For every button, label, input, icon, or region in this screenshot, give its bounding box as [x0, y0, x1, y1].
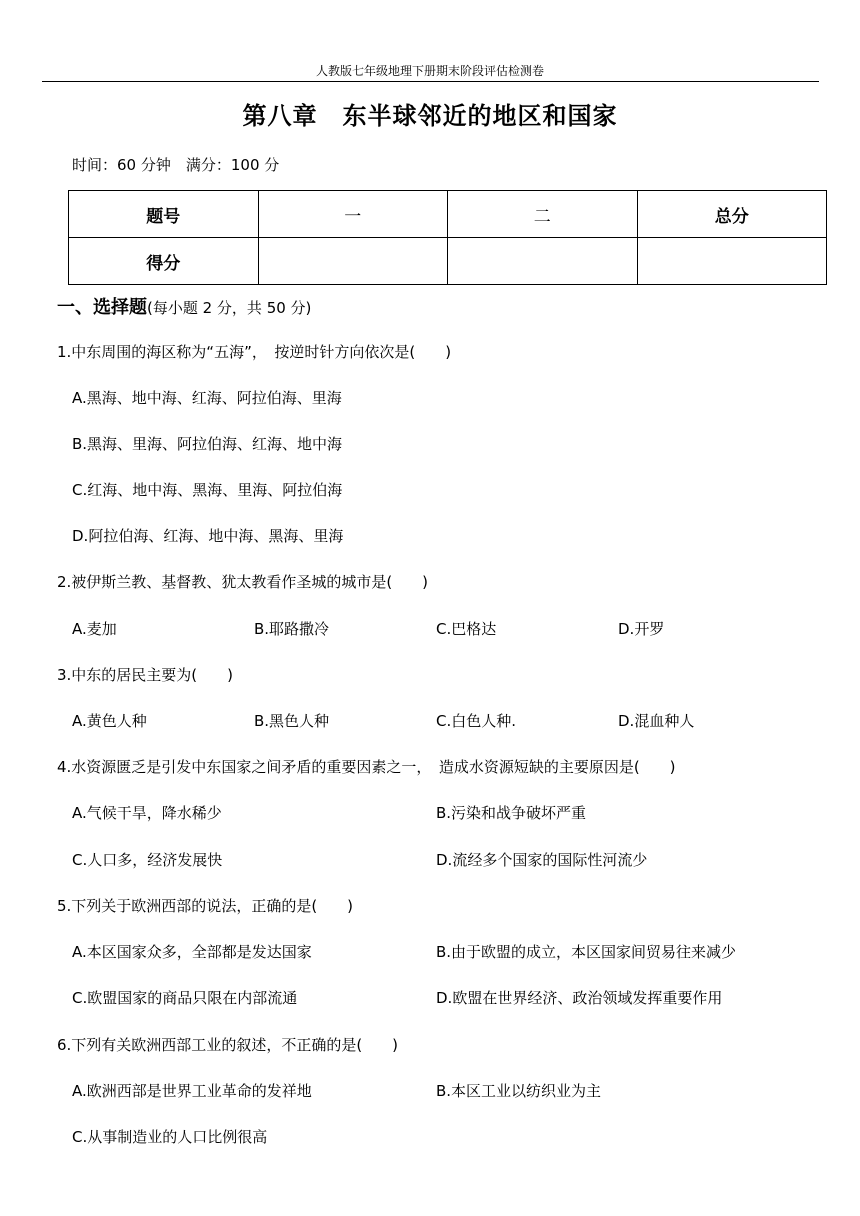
score-table-header-row: [69, 191, 827, 238]
question-stem: 2.被伊斯兰教、基督教、犹太教看作圣城的城市是( ): [57, 573, 429, 591]
running-header: 人教版七年级地理下册期末阶段评估检测卷: [315, 64, 544, 78]
question-stem: 3.中东的居民主要为( ): [57, 666, 234, 684]
question-option: A.黄色人种: [72, 712, 147, 730]
score-input-cell[interactable]: [637, 238, 827, 285]
question-option: A.气候干旱，降水稀少: [72, 804, 222, 822]
question-option: A.麦加: [72, 620, 117, 638]
score-header-cell: 二: [448, 191, 638, 238]
question-stem: 1.中东周围的海区称为“五海”， 按逆时针方向依次是( ): [57, 343, 452, 361]
section-title: 一、选择题: [57, 297, 147, 318]
section-heading: [57, 293, 311, 319]
question-option: B.耶路撒冷: [254, 620, 330, 638]
question-option: A.黑海、地中海、红海、阿拉伯海、里海: [72, 389, 342, 407]
question-stem: 6.下列有关欧洲西部工业的叙述，不正确的是( ): [57, 1036, 399, 1054]
header-rule: [42, 81, 819, 82]
question-option: C.人口多，经济发展快: [72, 851, 223, 869]
question-option: A.欧洲西部是世界工业革命的发祥地: [72, 1082, 312, 1100]
question-option: D.欧盟在世界经济、政治领域发挥重要作用: [436, 989, 723, 1007]
question-stem: 5.下列关于欧洲西部的说法，正确的是( ): [57, 897, 354, 915]
question-option: D.阿拉伯海、红海、地中海、黑海、里海: [72, 527, 344, 545]
question-option: B.黑色人种: [254, 712, 330, 730]
page-title: 第八章 东半球邻近的地区和国家: [242, 102, 618, 130]
section-note: (每小题 2 分，共 50 分): [147, 299, 312, 317]
question-option: A.本区国家众多，全部都是发达国家: [72, 943, 312, 961]
exam-meta: 时间：60 分钟 满分：100 分: [72, 156, 280, 174]
score-header-cell: 一: [258, 191, 448, 238]
score-input-cell[interactable]: [448, 238, 638, 285]
question-option: C.欧盟国家的商品只限在内部流通: [72, 989, 298, 1007]
question-option: C.巴格达: [436, 620, 497, 638]
score-input-cell[interactable]: [258, 238, 448, 285]
score-row-label: 得分: [69, 238, 259, 285]
score-table-score-row: [69, 238, 827, 285]
question-option: B.黑海、里海、阿拉伯海、红海、地中海: [72, 435, 343, 453]
question-option: C.白色人种.: [436, 712, 517, 730]
question-option: B.本区工业以纺织业为主: [436, 1082, 602, 1100]
question-option: D.混血种人: [618, 712, 695, 730]
score-header-cell: 总分: [637, 191, 827, 238]
question-option: C.从事制造业的人口比例很高: [72, 1128, 268, 1146]
question-stem: 4.水资源匮乏是引发中东国家之间矛盾的重要因素之一， 造成水资源短缺的主要原因是( ): [57, 758, 676, 776]
question-option: B.污染和战争破坏严重: [436, 804, 587, 822]
score-header-cell: 题号: [69, 191, 259, 238]
question-option: C.红海、地中海、黑海、里海、阿拉伯海: [72, 481, 343, 499]
question-option: B.由于欧盟的成立，本区国家间贸易往来减少: [436, 943, 737, 961]
score-table: [68, 190, 827, 285]
question-option: D.开罗: [618, 620, 665, 638]
question-option: D.流经多个国家的国际性河流少: [436, 851, 648, 869]
